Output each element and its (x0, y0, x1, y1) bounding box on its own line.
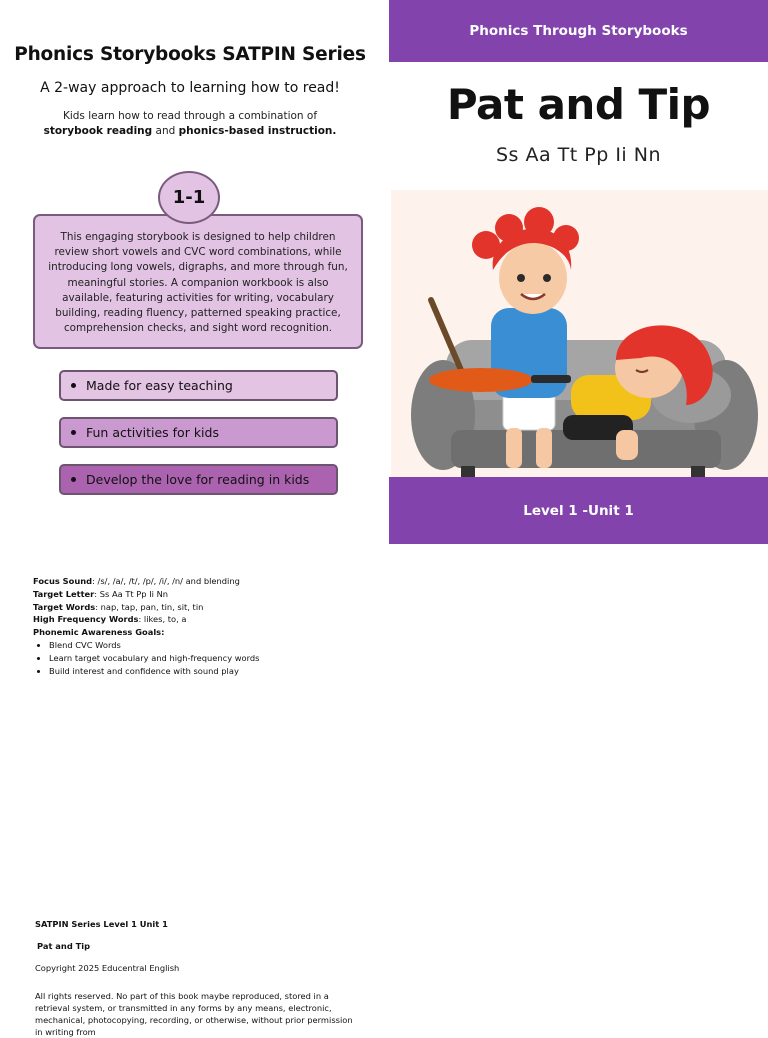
intro-and: and (155, 125, 176, 137)
book-title: Pat and Tip (446, 80, 711, 129)
cover-illustration (391, 190, 768, 477)
copyright-line: Copyright 2025 Educentral English (35, 963, 180, 973)
cover-banner-text: Phonics Through Storybooks (469, 23, 688, 39)
bullet-dot-icon (71, 430, 76, 435)
bullet-dot-icon (71, 383, 76, 388)
intro-bold-storybook: storybook reading (43, 125, 153, 137)
feature-label: Fun activities for kids (86, 425, 219, 440)
goals-list (33, 639, 393, 677)
list-item: • Build interest and confidence with sound play (49, 665, 393, 678)
lesson-info (33, 575, 393, 677)
description-box: This engaging storybook is designed to help children review short vowels and CVC word combinations, while introducing long vowels, digraphs, and more through fun, meaningful stories. A companion workbook is also available, featuring activities for writing, vocabulary building, reading fluency, patterned speaking practice, comprehension checks, and sight word recognition. (33, 214, 363, 349)
rights-text: All rights reserved. No part of this book maybe reproduced, stored in a retrieval system, or transmitted in any forms by any means, electronic, mechanical, photocopying, recording, or otherwise, without prior permission in writing from (35, 991, 353, 1037)
goals-heading (33, 626, 393, 639)
hf-words-label: High Frequency Words (33, 614, 139, 625)
target-letter-row (33, 588, 393, 601)
target-words-row (33, 601, 393, 614)
hf-words-row (33, 613, 393, 626)
feature-label: Develop the love for reading in kids (86, 472, 310, 487)
feature-item-fun-activities (59, 417, 338, 448)
bullet-dot-icon (71, 477, 76, 482)
feature-item-easy-teaching (59, 370, 338, 401)
intro-text (40, 109, 340, 139)
goals-label: Phonemic Awareness Goals: (33, 627, 165, 638)
focus-sound-label: Focus Sound (33, 576, 93, 586)
target-words-value: : nap, tap, pan, tin, sit, tin (95, 601, 204, 612)
target-letter-value: : Ss Aa Tt Pp Ii Nn (94, 588, 169, 599)
cover-top-banner (389, 0, 768, 62)
target-words-label: Target Words (33, 601, 96, 612)
hf-words-value: : likes, to, a (138, 614, 187, 625)
level-unit-label: Level 1 -Unit 1 (523, 502, 634, 519)
kids-on-couch-illustration (391, 190, 768, 477)
feature-label: Made for easy teaching (86, 378, 233, 393)
feature-item-love-reading (59, 464, 338, 495)
unit-badge: 1-1 (158, 171, 220, 224)
intro-line: Kids learn how to read through a combination of (62, 110, 318, 122)
intro-bold-phonics: phonics-based instruction. (178, 125, 337, 137)
target-letter-label: Target Letter (33, 588, 95, 599)
tagline: A 2-way approach to learning how to read! (40, 80, 340, 96)
focus-sound-row (33, 575, 393, 588)
focus-sound-value: : /s/, /a/, /t/, /p/, /i/, /n/ and blending (92, 576, 240, 586)
target-letters: Ss Aa Tt Pp Ii Nn (495, 144, 661, 166)
list-item: • Learn target vocabulary and high-frequency words (49, 652, 393, 665)
copyright-book-line: Pat and Tip (37, 941, 91, 951)
copyright-series-line: SATPIN Series Level 1 Unit 1 (35, 919, 168, 929)
cover-bottom-banner (389, 477, 768, 544)
series-title: Phonics Storybooks SATPIN Series (14, 44, 366, 65)
list-item: • Blend CVC Words (49, 639, 393, 652)
